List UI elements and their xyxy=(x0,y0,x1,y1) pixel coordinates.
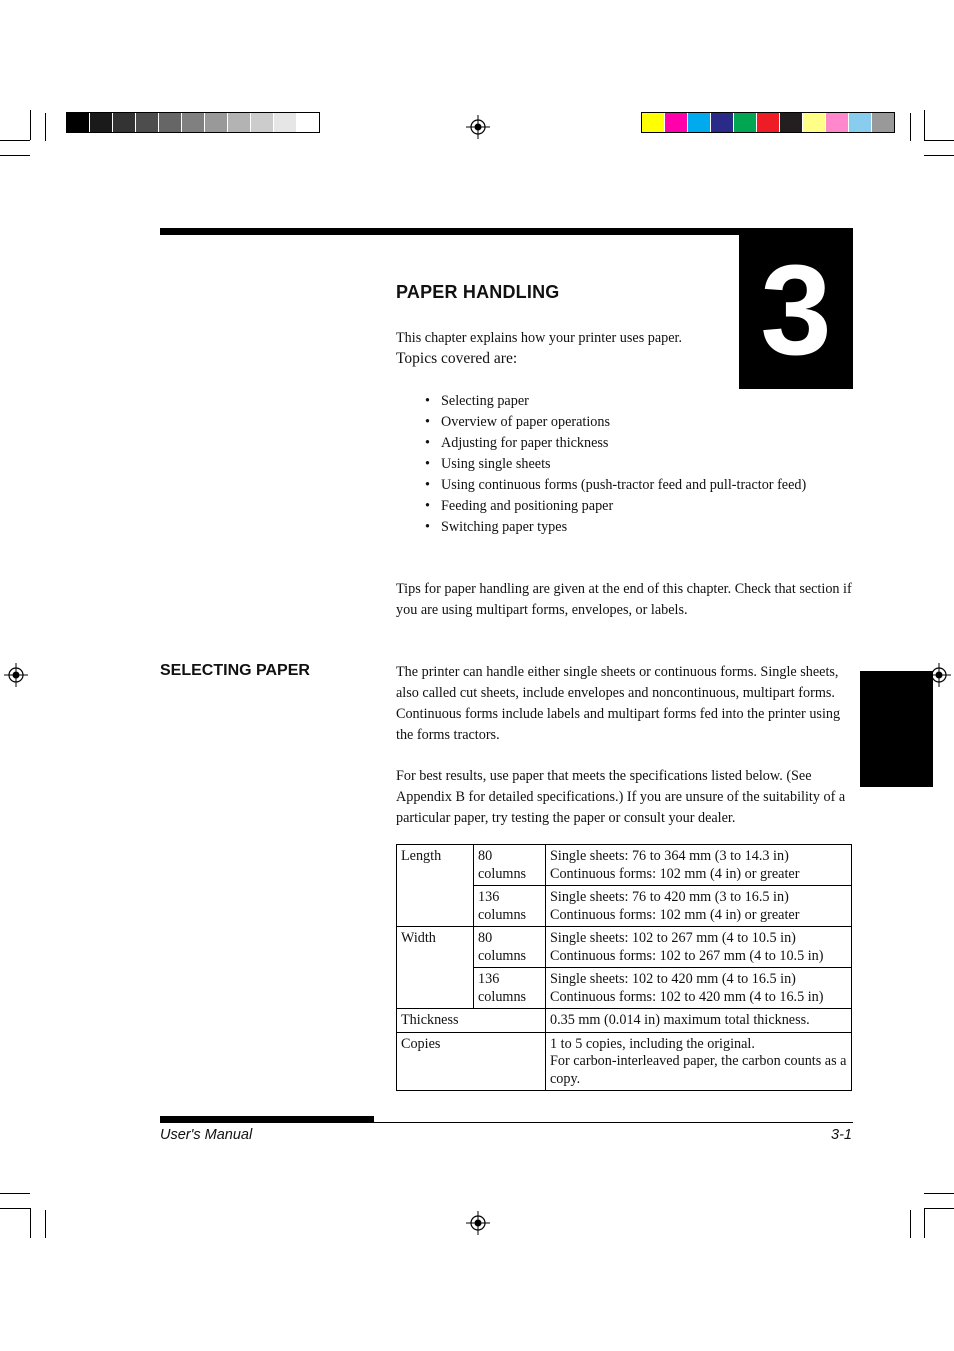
footer-rule xyxy=(160,1116,374,1123)
cell-line: Single sheets: 76 to 420 mm (3 to 16.5 in) xyxy=(550,889,789,905)
table-cell xyxy=(546,927,852,968)
color-swatch xyxy=(274,113,297,132)
list-item: • Switching paper types xyxy=(423,517,843,538)
table-cell: Copies xyxy=(397,1032,546,1091)
color-swatch xyxy=(734,113,757,132)
cell-line: Single sheets: 102 to 267 mm (4 to 10.5 in) xyxy=(550,930,796,946)
section-heading: SELECTING PAPER xyxy=(160,662,310,679)
cell-line: Continuous forms: 102 mm (4 in) or greater xyxy=(550,906,800,923)
color-bar xyxy=(641,112,895,133)
color-swatch xyxy=(757,113,780,132)
intro-text: This chapter explains how your printer uses paper. xyxy=(396,330,683,346)
crop-mark xyxy=(0,155,30,156)
table-cell: Thickness xyxy=(397,1009,546,1033)
table-cell xyxy=(546,1032,852,1091)
cell-line: Continuous forms: 102 to 420 mm (4 to 16.5 in) xyxy=(550,988,824,1005)
table-cell: 136 columns xyxy=(474,968,546,1009)
color-swatch xyxy=(228,113,251,132)
color-swatch xyxy=(159,113,182,132)
registration-target-icon xyxy=(466,1211,490,1235)
color-swatch xyxy=(849,113,872,132)
cell-line: Single sheets: 76 to 364 mm (3 to 14.3 in) xyxy=(550,848,789,864)
color-swatch xyxy=(803,113,826,132)
crop-mark xyxy=(30,1208,31,1238)
table-cell: 136 columns xyxy=(474,886,546,927)
body-paragraph: For best results, use paper that meets the specifications listed below. (See Appendix B for detailed specifications.) If you are unsure of the suitability of a particular paper, try testing the paper or consult your dealer. xyxy=(396,768,846,826)
list-item: • Selecting paper xyxy=(423,391,843,412)
crop-mark xyxy=(924,1208,954,1209)
color-swatch xyxy=(642,113,665,132)
color-swatch xyxy=(688,113,711,132)
table-row xyxy=(397,927,852,968)
gray-color-bar xyxy=(66,112,320,133)
cell-line: Single sheets: 102 to 420 mm (4 to 16.5 in) xyxy=(550,971,796,987)
table-cell: 80 columns xyxy=(474,845,546,886)
topics-list xyxy=(423,391,843,538)
table-cell: Width xyxy=(397,927,474,1009)
table-cell xyxy=(546,886,852,927)
list-item: • Adjusting for paper thickness xyxy=(423,433,843,454)
table-row xyxy=(397,1032,852,1091)
crop-mark xyxy=(45,113,46,141)
paper-spec-table xyxy=(396,844,852,1091)
registration-target-icon xyxy=(466,115,490,139)
cell-line: Continuous forms: 102 mm (4 in) or greater xyxy=(550,865,800,882)
list-item: • Using single sheets xyxy=(423,454,843,475)
color-swatch xyxy=(251,113,274,132)
color-swatch xyxy=(665,113,688,132)
chapter-title: PAPER HANDLING xyxy=(396,282,560,302)
crop-mark xyxy=(45,1210,46,1238)
table-cell: 0.35 mm (0.014 in) maximum total thickness. xyxy=(546,1009,852,1033)
crop-mark xyxy=(0,1193,30,1194)
body-paragraph: The printer can handle either single sheets or continuous forms. Single sheets, also called cut sheets, include envelopes and noncontinuous, multipart forms. Continuous forms include labels and multipart forms fed into the printer using the forms tractors. xyxy=(396,664,841,743)
list-item: • Overview of paper operations xyxy=(423,412,843,433)
crop-mark xyxy=(924,110,925,140)
list-item: • Using continuous forms (push-tractor feed and pull-tractor feed) xyxy=(423,475,843,496)
color-swatch xyxy=(136,113,159,132)
table-cell: 80 columns xyxy=(474,927,546,968)
cell-line: 1 to 5 copies, including the original. xyxy=(550,1035,755,1052)
list-item: • Feeding and positioning paper xyxy=(423,496,843,517)
color-swatch xyxy=(67,113,90,132)
cell-line: For carbon-interleaved paper, the carbon counts as a copy. xyxy=(550,1053,847,1087)
chapter-number: 3 xyxy=(760,238,832,382)
color-swatch xyxy=(90,113,113,132)
chapter-thumb-tab xyxy=(860,671,933,787)
table-row xyxy=(397,845,852,886)
page-number: 3-1 xyxy=(831,1127,852,1143)
footer-rule xyxy=(374,1122,853,1123)
color-swatch xyxy=(780,113,803,132)
color-swatch xyxy=(711,113,734,132)
color-swatch xyxy=(205,113,228,132)
table-row xyxy=(397,1009,852,1033)
table-cell xyxy=(546,845,852,886)
color-swatch xyxy=(872,113,894,132)
cell-line: Continuous forms: 102 to 267 mm (4 to 10.5 in) xyxy=(550,947,824,964)
crop-mark xyxy=(924,140,954,141)
color-swatch xyxy=(297,113,319,132)
registration-target-icon xyxy=(4,663,28,687)
table-cell: Length xyxy=(397,845,474,927)
table-cell xyxy=(546,968,852,1009)
crop-mark xyxy=(924,1193,954,1194)
crop-mark xyxy=(30,110,31,140)
tips-paragraph: Tips for paper handling are given at the end of this chapter. Check that section if you are using multipart forms, envelopes, or labels. xyxy=(396,581,852,618)
color-swatch xyxy=(113,113,136,132)
color-swatch xyxy=(182,113,205,132)
intro-topics-label: Topics covered are: xyxy=(396,350,518,367)
crop-mark xyxy=(0,1208,30,1209)
crop-mark xyxy=(910,113,911,141)
crop-mark xyxy=(0,140,30,141)
footer-title: User's Manual xyxy=(160,1127,253,1143)
crop-mark xyxy=(924,1208,925,1238)
color-swatch xyxy=(826,113,849,132)
crop-mark xyxy=(924,155,954,156)
crop-mark xyxy=(910,1210,911,1238)
